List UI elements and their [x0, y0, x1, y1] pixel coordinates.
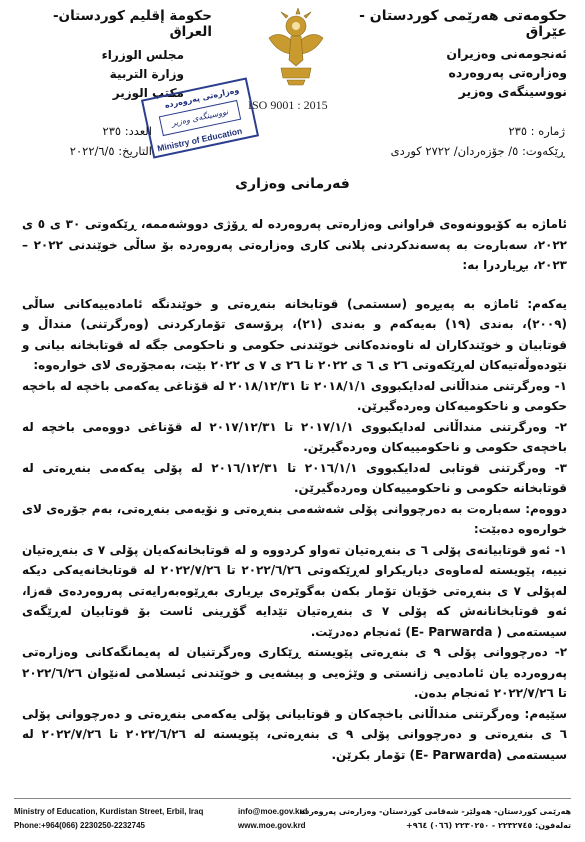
- footer-english: [14, 805, 203, 833]
- stamp-line: وەزارەتی پەروەردە: [163, 85, 240, 110]
- document-body: [22, 214, 567, 765]
- section-third: سێیەم: وەرگرتنی منداڵانی باخچەكان و قوتابیانی پۆلی یەكەمی بنەڕەتی و دەرچووانی پۆلی ٦ ی بنەڕەتی و دەرچووانی پۆلی ٩ ی بنەڕەتی، پێویستە لە ٢٠٢٢/٦/٢٦ تا ٢٠٢٢/٧/٢٦ لە سیستەمی (E- Parwarda) تۆمار بكرێن.: [22, 706, 568, 762]
- footer-address: Ministry of Education, Kurdistan Street, Erbil, Iraq: [14, 807, 204, 816]
- header-kurdish: [357, 8, 567, 103]
- list-item: ٢- وەرگرتنی منداڵانی لەدایكبووی ٢٠١٧/١/١ تا ٢٠١٧/١٢/٣١ لە قۆناغی دووەمی باخچە لە باخچەی حكومی و ناحكومییەكان وەردەگیرێن.: [22, 419, 567, 454]
- document-title: فەرمانی وەزاری: [235, 176, 350, 192]
- reference-number: ژمارە : ٢٣٥: [508, 124, 565, 138]
- header-arabic-line: مكتب الوزير: [112, 86, 184, 100]
- intro-paragraph: ئاماژە بە كۆبوونەوەی فراوانی وەزارەتی پەروەردە لە ڕۆژی دووشەممە، ڕێكەوتی ٣٠ ی ٥ ی ٢٠٢٢، سەبارەت بە پەسەندكردنی پلانی كاری وەزارەتی پەروەردە بۆ ساڵی خوێندنی ٢٠٢٢ – ٢٠٢٣، بڕیاردرا بە:: [22, 217, 567, 272]
- header-kurdish-line: نووسینگەی وەزیر: [458, 84, 567, 99]
- section-first: یەكەم: ئاماژە بە پەیڕەو (سستمی) قوتابخانە بنەڕەتی و خوێندنگە ئامادەییەكانی ساڵی (٢٠٠٩)، بەندی (١٩) بەیەكەم و بەندی (٢١)، پرۆسەی تۆماركردنی (وەرگرتنی) منداڵ و قوتابیان و خوێندكاران لە ناوەندەكانی خوێندنی حكومی و ناحكومی جگە لە قوتابخانە بیانی و نێودەوڵەتیەكان لەڕێكەوتی ٢٦ ی ٦ ی ٢٠٢٢ تا ٢٦ ی ٧ ی ٢٠٢٢ بێت، بەمجۆرەی لای خوارەوە:: [22, 296, 567, 372]
- kurdistan-emblem-icon: [263, 8, 329, 86]
- header-kurdish-line: وەزارەتی پەروەردە: [448, 65, 567, 80]
- header-arabic-line: وزارة التربية: [109, 67, 184, 81]
- stamp-line: نووسینگەی وەزیر: [159, 100, 241, 136]
- section-second: دووەم: سەبارەت بە دەرچووانی پۆلی شەشەمی بنەڕەتی و نۆیەمی بنەڕەتی، بەم جۆرەی لای خوارەوە دەبێت:: [22, 501, 567, 536]
- footer-phone: تەلەفون: ٢٢٣٢٧٤٥ - ٢٢٣٠٢٥٠ (٠٦٦) ٩٦٤+: [406, 821, 571, 830]
- header-kurdish-line: ئەنجومەنی وەزیران: [446, 46, 567, 61]
- iso-certification: ISO 9001 : 2015: [248, 98, 328, 112]
- reference-date: ڕێکەوت: ٥/ جۆزەردان/ ٢٧٢٢ کوردی: [390, 144, 565, 158]
- reference-number: العدد: ٢٣٥: [102, 124, 152, 138]
- footer-address: هەرێمی كوردستان- هەولێر- شەقامی كوردستان- وەزارەتی پەروەردە: [300, 807, 571, 816]
- reference-kurdish: [391, 124, 565, 164]
- footer-divider: [14, 798, 571, 799]
- list-item: ٢- دەرچووانی پۆلی ٩ ی بنەڕەتی پێویستە ڕێكاری وەرگرتنیان لە پەیمانگەكانی وەزارەتی پەروەردە یان ئامادەیی زانستی و وێژەیی و پیشەیی و خوێندنی ئیسلامی لەنێوان ٢٠٢٢/٦/٢٦ تا ٢٠٢٢/٧/٢٦ ئەنجام بدەن.: [22, 645, 568, 700]
- reference-arabic: [32, 124, 152, 164]
- list-item: ٣- وەرگرتنی قوتابی لەدایكبووی ٢٠١٦/١/١ تا ٢٠١٦/١٢/٣١ لە پۆلی یەكەمی بنەڕەتی لە قوتابخانە حكومی و ناحكومییەكان وەردەگیرێن.: [22, 460, 567, 495]
- header-arabic-title: حكومة إقليم كوردستان- العراق: [52, 8, 212, 40]
- list-item: ١- ئەو قوتابیانەی پۆلی ٦ ی بنەڕەتیان تەواو كردووە و لە قوتابخانەكەیان پۆلی ٧ ی بنەڕەتیان نییە، پێویستە لەماوەی دیاریكراو لەڕێكەوتی ٢٠٢٢/٦/٢٦ تا ٢٠٢٢/٧/٢٦ لە قوتابخانەیەكی دیكە لەپۆلی ٧ ی بنەڕەتی خۆیان تۆمار بكەن بەگوێرەی بڕیاری بەڕێوەبەرایەتی پەروەردەی قەزا، ئەو قوتابخانانەش كە پۆلی ٧ ی بنەڕەتیان تێدایە گۆڕینی ئاست بۆ قوتابیان لەڕێگەی سیستەمی ( E- Parwarda) ئەنجام دەدرێت.: [22, 542, 567, 639]
- header-arabic-line: مجلس الوزراء: [101, 48, 184, 62]
- reference-date: التاريخ: ٢٠٢٢/٦/٥: [69, 144, 152, 158]
- footer-website[interactable]: www.moe.gov.krd: [238, 821, 306, 830]
- footer-contact: [238, 805, 307, 833]
- footer-kurdish: [300, 805, 571, 833]
- stamp-line: Ministry of Education: [156, 125, 243, 154]
- footer-phone: Phone:+964(066) 2230250-2232745: [14, 821, 145, 830]
- header-kurdish-title: حکومەتی هەرێمی کوردستان - عێراق: [359, 8, 567, 40]
- footer-email[interactable]: info@moe.gov.krd: [238, 807, 308, 816]
- list-item: ١- وەرگرتنی منداڵانی لەدایكبووی ٢٠١٨/١/١ تا ٢٠١٨/١٢/٣١ لە قۆناغی یەكەمی باخچە لە باخچە حكومی و ناحكومیەكان وەردەگیرێن.: [22, 378, 567, 413]
